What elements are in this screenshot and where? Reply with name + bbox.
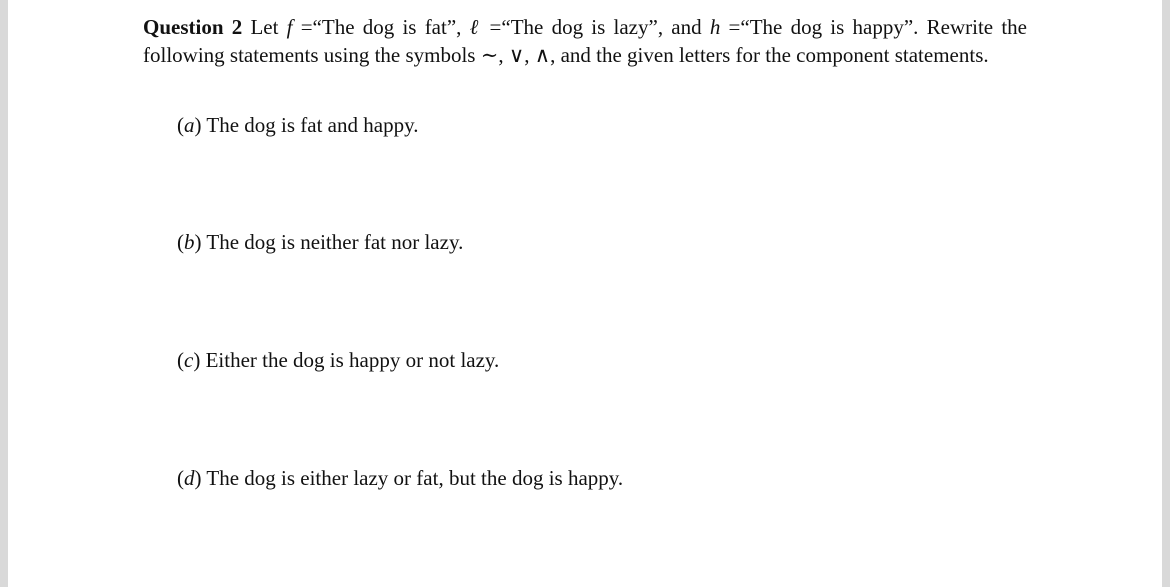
part-b-text: The dog is neither fat nor lazy. — [206, 230, 464, 254]
instruction-text: Rewrite the following statements using the symbols — [143, 15, 1028, 67]
instruction-end: , and the given letters for the component statements. — [550, 42, 989, 67]
question-label: Question 2 — [143, 15, 243, 39]
part-b — [177, 230, 463, 255]
part-a-letter: a — [184, 113, 195, 137]
part-c-letter: c — [184, 348, 194, 372]
logic-symbols: ∼, ∨, ∧ — [480, 42, 551, 67]
part-b-close: ) — [194, 230, 207, 254]
question-paragraph — [143, 14, 1027, 69]
part-c — [177, 348, 499, 373]
part-b-open: ( — [177, 230, 184, 254]
part-b-letter: b — [184, 230, 195, 254]
definition-h: =“The dog is happy”. — [720, 15, 919, 39]
part-d-open: ( — [177, 466, 184, 490]
part-c-text: Either the dog is happy or not lazy. — [205, 348, 500, 372]
part-a — [177, 113, 418, 138]
definition-f: =“The dog is fat”, — [292, 15, 470, 39]
document-page — [8, 0, 1162, 587]
var-f: f — [286, 15, 293, 39]
part-c-open: ( — [177, 348, 184, 372]
part-c-close: ) — [193, 348, 206, 372]
part-d — [177, 466, 623, 491]
part-a-text: The dog is fat and happy. — [206, 113, 419, 137]
part-d-letter: d — [184, 466, 195, 490]
question-text-let: Let — [242, 15, 287, 39]
var-l: ℓ — [469, 15, 482, 39]
part-d-close: ) — [194, 466, 207, 490]
part-a-open: ( — [177, 113, 184, 137]
definition-l: =“The dog is lazy”, and — [481, 15, 710, 39]
var-h: h — [709, 15, 721, 39]
part-a-close: ) — [194, 113, 207, 137]
part-d-text: The dog is either lazy or fat, but the dog is happy. — [206, 466, 624, 490]
